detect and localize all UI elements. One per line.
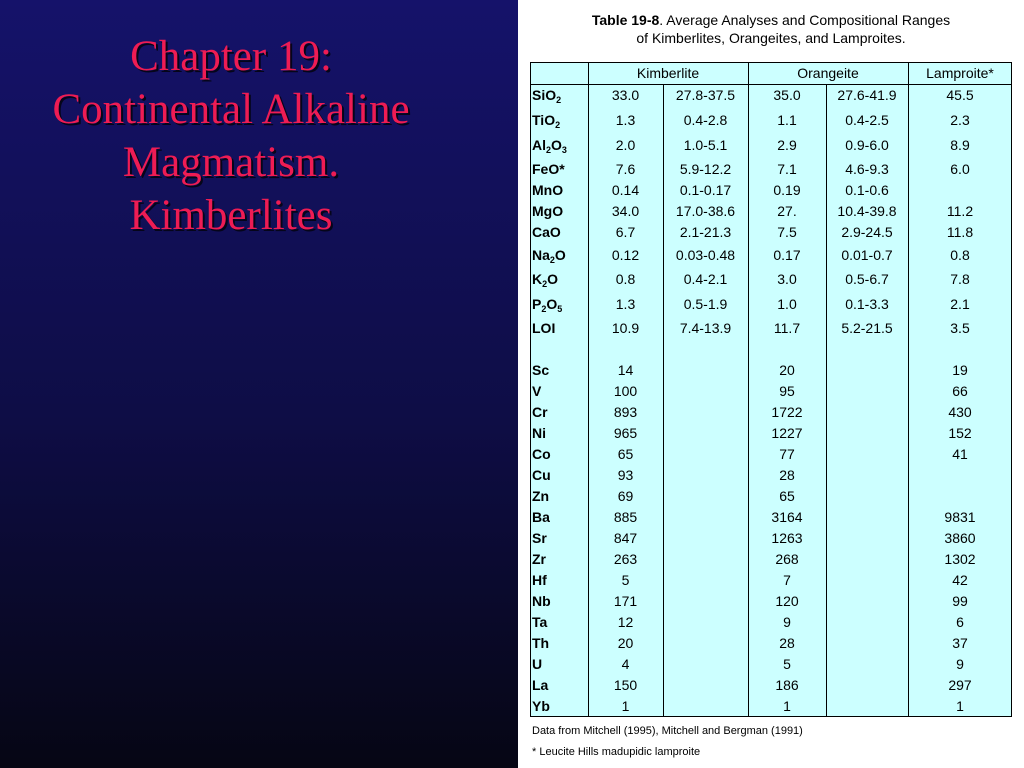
- table-cell: 12: [617, 614, 634, 630]
- row-label: $K_2O$: [532, 271, 559, 289]
- row-label: La: [532, 677, 549, 693]
- table-cell: 66: [952, 383, 968, 399]
- row-label: $Na_2O$: [532, 247, 566, 265]
- table-cell: 0.1-0.6: [845, 182, 889, 198]
- table-cell: 3860: [944, 530, 976, 546]
- table-cell: 430: [948, 404, 972, 420]
- table-cell: 35.0: [773, 87, 801, 103]
- row-label: Cr: [532, 404, 548, 420]
- table-footnotes: [532, 721, 803, 763]
- table-cell: 7.4-13.9: [679, 320, 732, 336]
- row-label: Sr: [532, 530, 547, 546]
- table-cell: 0.5-1.9: [683, 296, 728, 312]
- table-cell: 0.17: [773, 247, 801, 263]
- table-cell: 8.9: [950, 137, 970, 153]
- composition-table: [530, 62, 1012, 717]
- table-cell: 7.6: [615, 161, 636, 177]
- table-cell: 268: [775, 551, 799, 567]
- table-cell: 6: [956, 614, 964, 630]
- table-cell: 4.6-9.3: [845, 161, 889, 177]
- footnote-lamproite: * Leucite Hills madupidic lamproite: [532, 746, 701, 758]
- table-cell: 4: [621, 656, 630, 672]
- table-cell: 93: [617, 467, 634, 483]
- table-cell: 0.03-0.48: [675, 247, 736, 263]
- table-cell: 28: [779, 635, 795, 651]
- table-cell: 6.0: [950, 161, 970, 177]
- table-cell: 0.1-3.3: [845, 296, 889, 312]
- row-label: Ta: [532, 614, 548, 630]
- row-label: LOI: [532, 320, 556, 336]
- table-cell: 28: [779, 467, 795, 483]
- column-header-orangeite: Orangeite: [797, 65, 859, 81]
- table-cell: 0.9-6.0: [845, 137, 889, 153]
- table-cell: 1.0: [777, 296, 797, 312]
- table-cell: 11.7: [773, 320, 801, 336]
- row-label: U: [532, 656, 543, 672]
- table-cell: 33.0: [611, 87, 640, 103]
- row-label: Ni: [532, 425, 546, 441]
- table-cell: 9831: [944, 509, 976, 525]
- table-cell: 893: [613, 404, 638, 420]
- table-cell: 0.5-6.7: [845, 271, 889, 287]
- table-cell: 65: [779, 488, 795, 504]
- table-cell: 5.2-21.5: [841, 320, 893, 336]
- table-cell: 0.01-0.7: [841, 247, 893, 263]
- table-cell: 1722: [771, 404, 803, 420]
- table-cell: 2.0: [615, 137, 636, 153]
- table-number: Table 19-8: [591, 12, 660, 28]
- row-label: SiO$_2$: [532, 87, 562, 105]
- table-cell: 10.9: [611, 320, 640, 336]
- table-cell: 1.0-5.1: [683, 137, 728, 153]
- table-panel: [518, 0, 1024, 768]
- table-cell: 965: [613, 425, 638, 441]
- table-cell: 11.8: [946, 224, 974, 240]
- row-label: Th: [532, 635, 550, 651]
- row-label: Zn: [532, 488, 550, 504]
- table-cell: 3164: [771, 509, 803, 525]
- table-cell: 42: [952, 572, 968, 588]
- table-cell: 171: [613, 593, 638, 609]
- table-cell: 2.9: [777, 137, 797, 153]
- table-cell: 885: [613, 509, 638, 525]
- row-label: MgO: [532, 203, 564, 219]
- table-cell: 847: [613, 530, 638, 546]
- table-cell: 77: [779, 446, 795, 462]
- table-cell: 99: [952, 593, 968, 609]
- row-label: Nb: [532, 593, 551, 609]
- table-cell: 0.19: [773, 182, 801, 198]
- table-cell: 27.6-41.9: [837, 87, 897, 103]
- row-label: Yb: [532, 698, 550, 714]
- row-label: $P_2O_5$: [532, 296, 563, 314]
- table-cell: 3.0: [777, 271, 797, 287]
- column-header-kimberlite: Kimberlite: [636, 65, 700, 81]
- row-label: Cu: [532, 467, 551, 483]
- table-cell: 95: [779, 383, 795, 399]
- table-cell: 7.5: [777, 224, 797, 240]
- title-line-3: Magmatism.: [122, 139, 340, 186]
- table-cell: 27.8-37.5: [675, 87, 736, 103]
- table-cell: 9: [956, 656, 964, 672]
- table-cell: 45.5: [946, 87, 974, 103]
- table-cell: 20: [617, 635, 634, 651]
- row-label: Zr: [532, 551, 546, 567]
- table-cell: 0.8: [615, 271, 636, 287]
- row-label: Sc: [532, 362, 550, 378]
- table-cell: 0.14: [611, 182, 640, 198]
- table-cell: 5: [783, 656, 791, 672]
- table-cell: 41: [952, 446, 968, 462]
- footnote-source: Data from Mitchell (1995), Mitchell and Bergman (1991): [532, 725, 803, 737]
- table-cell: 2.3: [950, 112, 970, 128]
- table-cell: 1.1: [777, 112, 797, 128]
- table-cell: 5.9-12.2: [679, 161, 732, 177]
- table-cell: 3.5: [950, 320, 970, 336]
- table-cell: 2.9-24.5: [841, 224, 893, 240]
- table-cell: 11.2: [946, 203, 974, 219]
- table-cell: 120: [775, 593, 799, 609]
- row-label: V: [532, 383, 542, 399]
- table-cell: 1: [783, 698, 791, 714]
- table-cell: 1: [956, 698, 964, 714]
- table-cell: 0.4-2.5: [845, 112, 889, 128]
- table-cell: 150: [613, 677, 638, 693]
- table-cell: 2.1: [950, 296, 970, 312]
- table-cell: 17.0-38.6: [675, 203, 736, 219]
- table-cell: 100: [613, 383, 638, 399]
- table-caption: [518, 11, 1024, 47]
- row-label: TiO$_2$: [532, 112, 561, 130]
- table-cell: 0.1-0.17: [679, 182, 732, 198]
- row-label: $Al_2O_3$: [532, 137, 567, 155]
- table-cell: 7.1: [777, 161, 797, 177]
- table-cell: 6.7: [615, 224, 636, 240]
- column-header-lamproite: Lamproite*: [926, 65, 994, 81]
- table-cell: 27.: [777, 203, 797, 219]
- table-cell: 14: [617, 362, 634, 378]
- table-cell: 65: [617, 446, 634, 462]
- table-cell: 152: [948, 425, 972, 441]
- caption-text-line-2: of Kimberlites, Orangeites, and Lamproites.: [636, 30, 906, 46]
- table-cell: 9: [783, 614, 791, 630]
- row-label: MnO: [532, 182, 564, 198]
- table-cell: 1263: [771, 530, 803, 546]
- table-cell: 7: [783, 572, 791, 588]
- row-label: Hf: [532, 572, 547, 588]
- table-cell: 10.4-39.8: [837, 203, 897, 219]
- row-label: Ba: [532, 509, 550, 525]
- table-cell: 263: [613, 551, 638, 567]
- table-cell: 1: [621, 698, 630, 714]
- table-cell: 0.12: [611, 247, 640, 263]
- table-cell: 1227: [771, 425, 803, 441]
- row-label: Co: [532, 446, 551, 462]
- title-line-1: Chapter 19:: [130, 33, 332, 80]
- table-cell: 297: [948, 677, 972, 693]
- table-cell: 0.4-2.8: [683, 112, 728, 128]
- table-cell: 2.1-21.3: [679, 224, 732, 240]
- table-cell: 1.3: [615, 112, 636, 128]
- row-label: CaO: [532, 224, 561, 240]
- table-cell: 5: [621, 572, 630, 588]
- title-line-4: Kimberlites: [129, 192, 333, 239]
- table-cell: 1302: [944, 551, 976, 567]
- table-cell: 186: [775, 677, 799, 693]
- table-cell: 37: [952, 635, 968, 651]
- title-line-2: Continental Alkaline: [52, 86, 410, 133]
- table-cell: 0.4-2.1: [683, 271, 728, 287]
- slide-title: [0, 30, 462, 242]
- table-cell: 19: [952, 362, 968, 378]
- table-cell: 7.8: [950, 271, 970, 287]
- table-cell: 1.3: [615, 296, 636, 312]
- table-cell: 20: [779, 362, 795, 378]
- table-cell: 69: [617, 488, 634, 504]
- row-label: FeO*: [532, 161, 565, 177]
- caption-text: . Average Analyses and Compositional Ranges: [659, 12, 951, 28]
- table-cell: 34.0: [611, 203, 640, 219]
- table-cell: 0.8: [950, 247, 970, 263]
